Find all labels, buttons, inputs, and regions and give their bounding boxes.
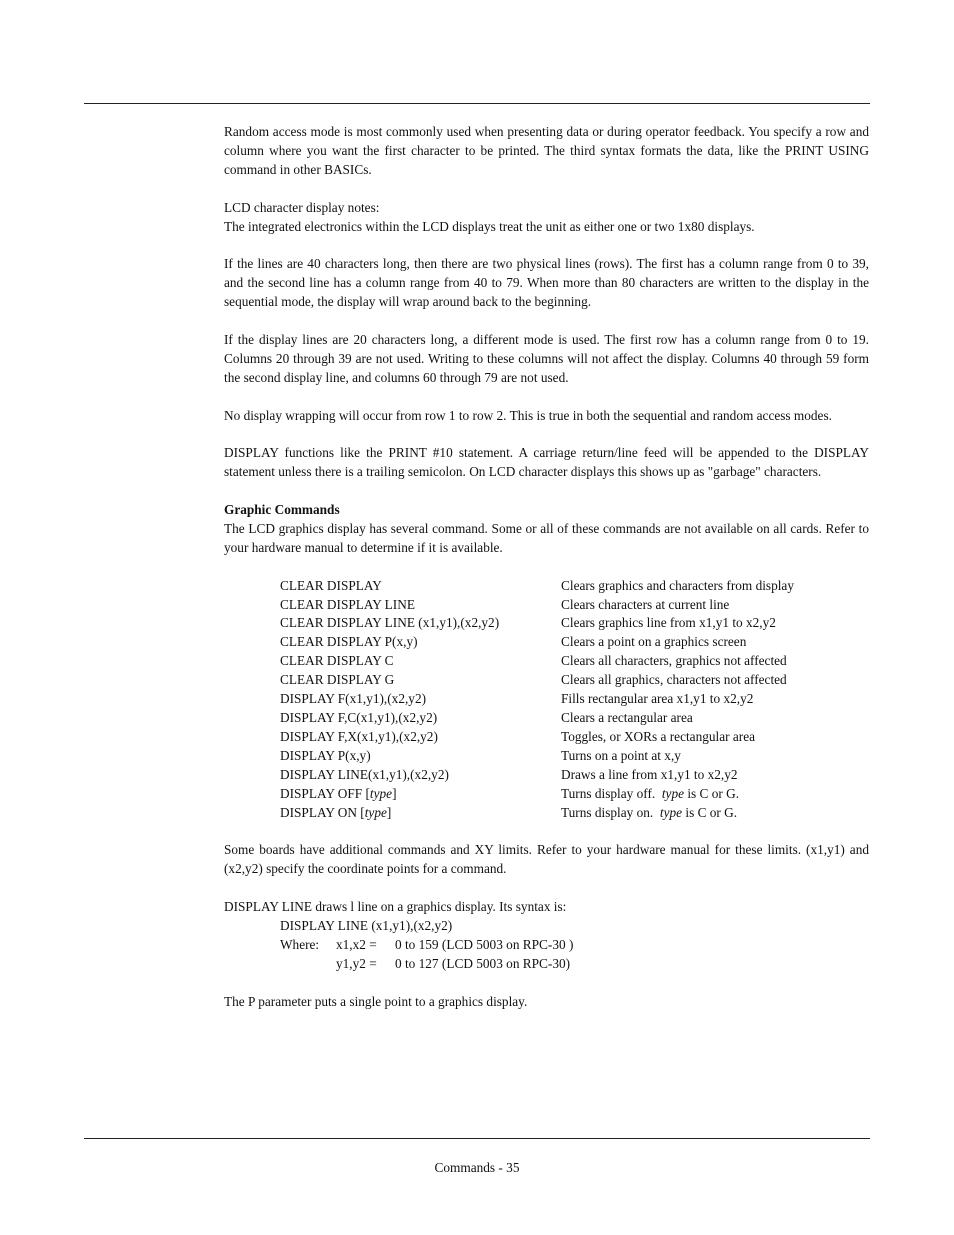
paragraph-40-char-lines: If the lines are 40 characters long, then there are two physical lines (rows). The first has a column range from 0 to 39, and the second line has a column range from 40 to 79. When more than 80 characters are written to the display in the sequential mode, the display will wrap around back to the beginning. bbox=[224, 256, 869, 310]
paragraph-20-char-lines: If the display lines are 20 characters long, a different mode is used. The first row has a column range from 0 to 19. Columns 20 through 39 are not used. Writing to these columns will not affect the display. Columns 40 through 59 form the second display line, and columns 60 through 79 are not used. bbox=[224, 331, 869, 385]
command-name: CLEAR DISPLAY C bbox=[280, 653, 394, 669]
footer-rule bbox=[84, 1138, 870, 1139]
command-name: DISPLAY P(x,y) bbox=[280, 747, 371, 763]
page-body bbox=[224, 123, 869, 1011]
command-name: CLEAR DISPLAY bbox=[280, 577, 382, 593]
display-off-suffix: ] bbox=[392, 785, 397, 801]
command-row bbox=[280, 766, 794, 785]
page-footer: Commands - 35 bbox=[434, 1160, 520, 1175]
command-table bbox=[280, 577, 794, 823]
command-description: Clears graphics and characters from display bbox=[561, 577, 794, 593]
display-line-syntax bbox=[224, 898, 869, 974]
lcd-notes-body: The integrated electronics within the LCD displays treat the unit as either one or two 1x80 displays. bbox=[224, 218, 755, 234]
command-row bbox=[280, 577, 794, 596]
syntax-y-row bbox=[224, 955, 869, 974]
display-off-desc: Turns display off. bbox=[561, 785, 656, 801]
command-name bbox=[280, 804, 561, 823]
header-rule bbox=[84, 103, 870, 104]
command-name: DISPLAY LINE(x1,y1),(x2,y2) bbox=[280, 766, 449, 782]
command-name: DISPLAY F(x1,y1),(x2,y2) bbox=[280, 691, 427, 707]
command-description: Draws a line from x1,y1 to x2,y2 bbox=[561, 766, 738, 782]
command-name: CLEAR DISPLAY LINE (x1,y1),(x2,y2) bbox=[280, 615, 500, 631]
command-name: DISPLAY F,C(x1,y1),(x2,y2) bbox=[280, 709, 438, 725]
command-table-body bbox=[280, 577, 794, 823]
where-label: Where: bbox=[280, 936, 320, 952]
y-value: 0 to 127 (LCD 5003 on RPC-30) bbox=[395, 955, 571, 971]
paragraph-no-wrapping: No display wrapping will occur from row 1 to row 2. This is true in both the sequential and random access modes. bbox=[224, 407, 832, 423]
graphic-commands-heading: Graphic Commands bbox=[224, 502, 340, 518]
display-off-prefix: DISPLAY OFF [ bbox=[280, 785, 370, 801]
command-row bbox=[280, 614, 794, 633]
paragraph-additional-commands: Some boards have additional commands and XY limits. Refer to your hardware manual for these limits. (x1,y1) and (x2,y2) specify the coordinate points for a command. bbox=[224, 842, 869, 877]
command-description: Clears all characters, graphics not affected bbox=[561, 653, 787, 669]
x-param: x1,x2 = bbox=[336, 936, 377, 952]
command-row bbox=[280, 633, 794, 652]
command-name: CLEAR DISPLAY LINE bbox=[280, 596, 415, 612]
y-param: y1,y2 = bbox=[336, 955, 377, 971]
display-on-suffix: ] bbox=[386, 804, 392, 820]
command-description: Clears a rectangular area bbox=[561, 709, 693, 725]
command-row bbox=[280, 652, 794, 671]
lcd-notes-title: LCD character display notes: bbox=[224, 199, 380, 215]
command-name: CLEAR DISPLAY P(x,y) bbox=[280, 634, 418, 650]
graphic-commands-body: The LCD graphics display has several command. Some or all of these commands are not available on all cards. Refer to your hardware manual to determine if it is available. bbox=[224, 520, 869, 555]
display-on-prefix: DISPLAY ON [ bbox=[280, 804, 365, 820]
syntax-x-row bbox=[224, 936, 869, 955]
command-row bbox=[280, 690, 794, 709]
command-description bbox=[561, 785, 794, 804]
paragraph-p-parameter: The P parameter puts a single point to a graphics display. bbox=[224, 993, 528, 1009]
paragraph-lcd-notes bbox=[224, 199, 869, 237]
display-line-intro: DISPLAY LINE draws l line on a graphics display. Its syntax is: bbox=[224, 899, 567, 915]
command-description: Clears a point on a graphics screen bbox=[561, 634, 747, 650]
command-description bbox=[561, 804, 794, 823]
command-name bbox=[280, 785, 561, 804]
display-off-type: type bbox=[369, 785, 393, 801]
command-row bbox=[280, 785, 794, 804]
command-description: Clears graphics line from x1,y1 to x2,y2 bbox=[561, 615, 776, 631]
command-row bbox=[280, 747, 794, 766]
command-description: Clears characters at current line bbox=[561, 596, 730, 612]
display-on-desc-suffix: is C or G. bbox=[685, 804, 738, 820]
command-description: Fills rectangular area x1,y1 to x2,y2 bbox=[561, 691, 754, 707]
paragraph-display-functions: DISPLAY functions like the PRINT #10 statement. A carriage return/line feed will be appended to the DISPLAY statement unless there is a trailing semicolon. On LCD character displays this shows up as "garbage" characters. bbox=[224, 445, 869, 480]
command-description: Toggles, or XORs a rectangular area bbox=[561, 728, 756, 744]
display-on-desc: Turns display on. bbox=[561, 804, 654, 820]
display-on-desc-type: type bbox=[659, 804, 683, 820]
command-description: Turns on a point at x,y bbox=[561, 747, 681, 763]
paragraph-random-access: Random access mode is most commonly used when presenting data or during operator feedback. You specify a row and column where you want the first character to be printed. The third syntax formats the data, like the PRINT USING command in other BASICs. bbox=[224, 124, 869, 177]
command-name: DISPLAY F,X(x1,y1),(x2,y2) bbox=[280, 728, 438, 744]
paragraph-graphic-commands bbox=[224, 501, 869, 558]
command-row bbox=[280, 804, 794, 823]
command-row bbox=[280, 728, 794, 747]
command-row bbox=[280, 709, 794, 728]
command-row bbox=[280, 596, 794, 615]
command-row bbox=[280, 671, 794, 690]
display-off-desc-type: type bbox=[661, 785, 685, 801]
x-value: 0 to 159 (LCD 5003 on RPC-30 ) bbox=[395, 936, 574, 952]
command-description: Clears all graphics, characters not affected bbox=[561, 672, 787, 688]
syntax-line: DISPLAY LINE (x1,y1),(x2,y2) bbox=[280, 917, 453, 933]
display-on-type: type bbox=[364, 804, 387, 820]
command-name: CLEAR DISPLAY G bbox=[280, 672, 395, 688]
display-off-desc-suffix: is C or G. bbox=[687, 785, 740, 801]
